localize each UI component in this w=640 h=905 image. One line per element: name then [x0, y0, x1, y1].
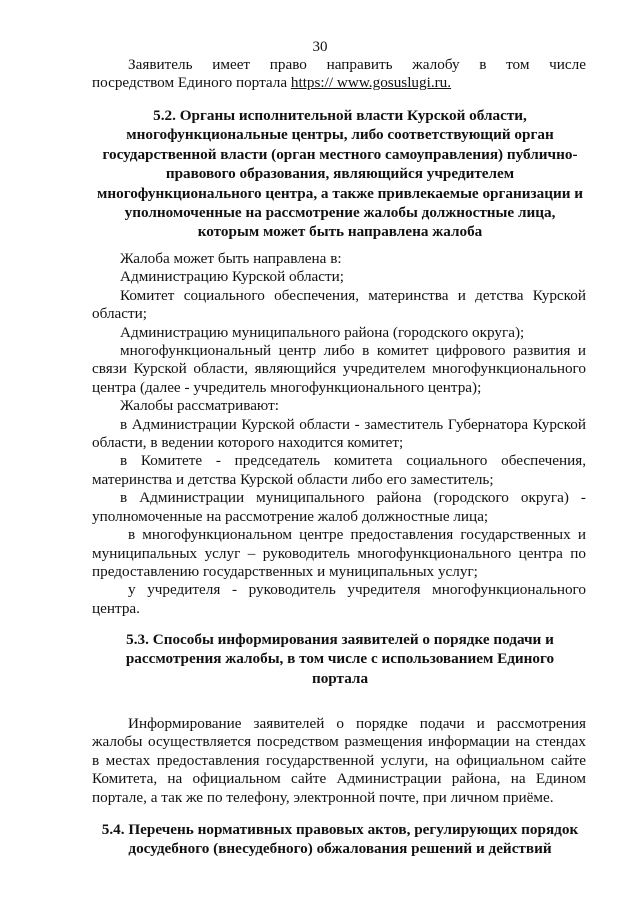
paragraph: в Комитете - председатель комитета социального обеспечения, материнства и детства Курской области либо его заместитель; — [92, 452, 586, 488]
paragraph: многофункциональный центр либо в комитет цифрового развития и связи Курской области, являющийся учредителем многофункционального центра (далее - учредитель многофункционального центра); — [92, 342, 586, 396]
section-5-2-heading: 5.2. Органы исполнительной власти Курской области, многофункциональные центры, либо соответствующий орган государственной власти (орган местного самоуправления) публично-правового образования, являющийся учредителем многофункционального центра, а также привлекаемые организации и уполномоченные на рассмотрение жалобы должностные лица, которым может быть направлена жалоба — [97, 107, 583, 241]
intro-paragraph — [92, 56, 586, 93]
section-5-3-heading-block — [96, 630, 584, 688]
paragraph: в многофункциональном центре предоставления государственных и муниципальных услуг – руководитель многофункционального центра по предоставлению государственных и муниципальных услуг; — [92, 526, 586, 580]
intro-line-1: Заявитель имеет право направить жалобу в том числе — [128, 56, 586, 73]
page-number: 30 — [312, 39, 328, 55]
section-5-2-body — [92, 250, 586, 618]
paragraph: Жалоба может быть направлена в: — [120, 250, 342, 267]
paragraph: Комитет социального обеспечения, материнства и детства Курской области; — [92, 286, 586, 323]
section-5-3-body — [92, 715, 586, 807]
paragraph: Жалобы рассматривают: — [120, 397, 279, 415]
paragraph: в Администрации муниципального района (городского округа) - уполномоченные на рассмотрение жалоб должностные лица; — [92, 489, 586, 525]
section-5-3-heading: 5.3. Способы информирования заявителей о порядке подачи и рассмотрения жалобы, в том числе с использованием Единого портала — [125, 631, 555, 687]
paragraph: в Администрации Курской области - заместитель Губернатора Курской области, в ведении которого находится комитет; — [92, 415, 586, 452]
paragraph: Администрацию муниципального района (городского округа); — [120, 323, 525, 341]
paragraph: у учредителя - руководитель учредителя многофункционального центра. — [92, 581, 586, 617]
intro-line-2-text: посредством Единого портала — [92, 74, 291, 92]
section-5-4-heading: 5.4. Перечень нормативных правовых актов, регулирующих порядок досудебного (внесудебного) обжалования решений и действий — [101, 821, 579, 858]
gosuslugi-link[interactable]: https:// www.gosuslugi.ru. — [290, 74, 452, 92]
section-5-2-heading-block — [96, 106, 584, 242]
intro-line-2 — [92, 74, 586, 92]
paragraph: Администрацию Курской области; — [120, 268, 345, 286]
section-5-4-heading-block — [96, 820, 584, 859]
paragraph: Информирование заявителей о порядке подачи и рассмотрения жалобы осуществляется посредством размещения информации на стендах в местах предоставления государственной услуги, на официальном сайте Комитета, на официальном сайте Администрации района, на Едином портале, а так же по телефону, электронной почте, при личном приёме. — [92, 715, 586, 806]
